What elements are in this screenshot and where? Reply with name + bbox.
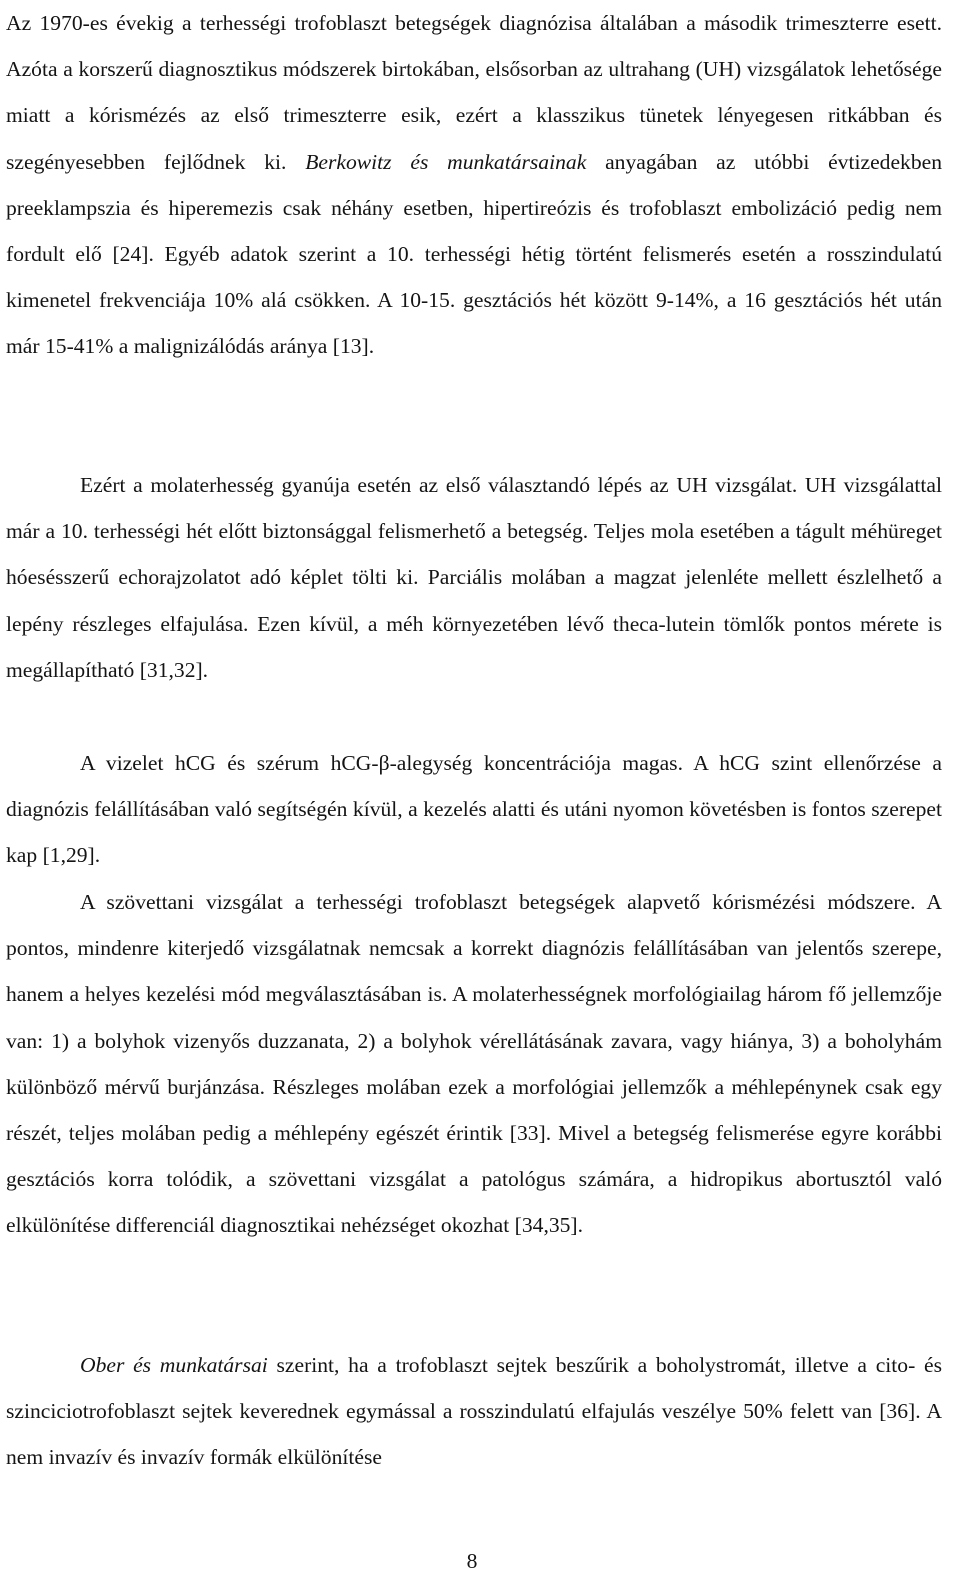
paragraph-4 <box>6 879 942 1249</box>
paragraph-3 <box>6 740 942 879</box>
text-run: anyagában az utóbbi évtizedekben preeklampszia és hiperemezis csak néhány esetben, hipertireózis és trofoblaszt embolizáció pedig nem fordult elő [24]. Egyéb adatok szerint a 10. terhességi hétig történt felismerés esetén a rosszindulatú kimenetel frekvenciája 10% alá csökken. A 10-15. gesztációs hét között 9-14%, a 16 gesztációs hét után már 15-41% a malignizálódás aránya [13]. <box>6 149 943 359</box>
italic-run: Ober és munkatársai <box>80 1353 268 1377</box>
text-run: Ezért a molaterhesség gyanúja esetén az első választandó lépés az UH vizsgálat. UH vizsgálattal már a 10. terhességi hét előtt biztonsággal felismerhető a betegség. Teljes mola esetében a tágult méhüreget hóesésszerű echorajzolatot adó képlet tölti ki. Parciális molában a magzat jelenléte mellett észlelhető a lepény részleges elfajulása. Ezen kívül, a méh környezetében lévő theca-lutein tömlők pontos mérete is megállapítható [31,32]. <box>6 473 942 682</box>
page-number: 8 <box>466 1549 478 1573</box>
text-run: szerint, ha a trofoblaszt sejtek beszűrik a boholystromát, illetve a cito- és szinciciotrofoblaszt sejtek keverednek egymással a rosszindulatú elfajulás veszélye 50% felett van [36]. A nem invazív és invazív formák elkülönítése <box>6 1353 942 1470</box>
paragraph-5 <box>6 1342 942 1481</box>
text-run: Az 1970-es évekig a terhességi trofoblaszt betegségek diagnózisa általában a második trimeszterre esett. Azóta a korszerű diagnosztikus módszerek birtokában, elsősorban az ultrahang (UH) vizsgálatok lehetősége miatt a kórismézés az első trimeszterre esik, ezért a klasszikus tünetek lényegesen ritkábban és szegényesebben fejlődnek ki. <box>6 11 942 174</box>
text-run: A vizelet hCG és szérum hCG-β-alegység koncentrációja magas. A hCG szint ellenőrzése a diagnózis felállításában való segítségén kívül, a kezelés alatti és utáni nyomon követésben is fontos szerepet kap [1,29]. <box>6 751 942 868</box>
text-run: A szövettani vizsgálat a terhességi trofoblaszt betegségek alapvető kórismézési módszere. A pontos, mindenre kiterjedő vizsgálatnak nemcsak a korrekt diagnózis felállításában van jelentős szerepe, hanem a helyes kezelési mód megválasztásában is. A molaterhességnek morfológiailag három fő jellemzője van: 1) a bolyhok vizenyős duzzanata, 2) a bolyhok vérellátásának zavara, vagy hiánya, 3) a boholyhám különböző mérvű burjánzása. Részleges molában ezek a morfológiai jellemzők a méhlepénynek csak egy részét, teljes molában pedig a méhlepény egészét érintik [33]. Mivel a betegség felismerése egyre korábbi gesztációs korra tolódik, a szövettani vizsgálat a patológus számára, a hidropikus abortusztól való elkülönítése differenciál diagnosztikai nehézséget okozhat [34,35]. <box>6 890 942 1238</box>
paragraph-2 <box>6 462 942 693</box>
italic-run: Berkowitz és munkatársainak <box>305 149 587 174</box>
paragraph-1 <box>6 0 942 370</box>
